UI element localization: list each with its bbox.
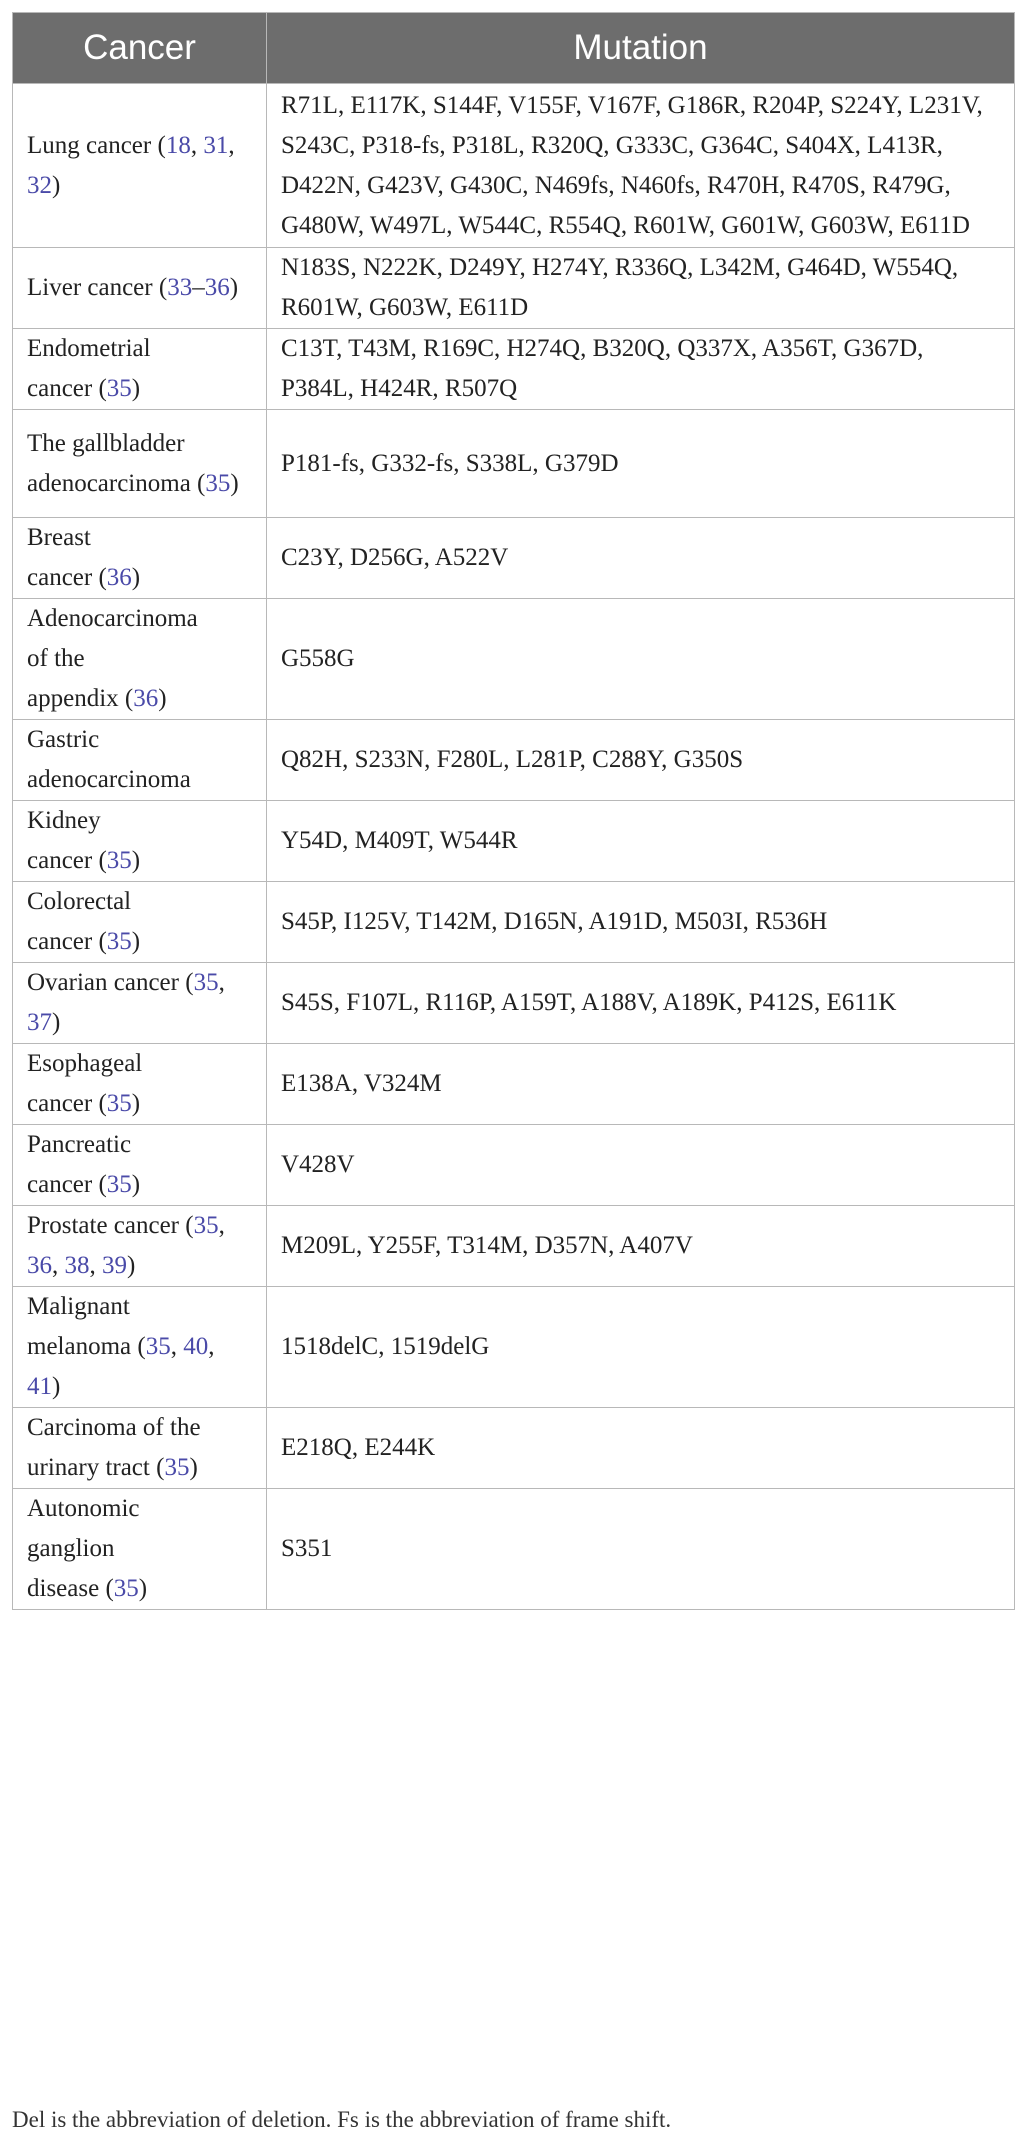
reference-link[interactable]: 36 [133, 685, 159, 712]
cancer-cell: Lung cancer (18, 31, 32) [13, 84, 267, 248]
reference-link[interactable]: 18 [165, 131, 191, 159]
reference-link[interactable]: 37 [27, 1009, 52, 1036]
cancer-name: Ovarian cancer [27, 969, 179, 996]
mutation-cell: N183S, N222K, D249Y, H274Y, R336Q, L342M, G464D, W554Q, R601W, G603W, E611D [267, 248, 1015, 329]
cancer-cell: Pancreatic cancer (35) [13, 1125, 267, 1206]
reference-link[interactable]: 38 [64, 1252, 90, 1279]
table-row [13, 1125, 1015, 1206]
table-row [13, 1044, 1015, 1125]
reference-link[interactable]: 39 [102, 1252, 127, 1279]
cancer-name: Liver cancer [27, 274, 153, 301]
reference-link[interactable]: 36 [204, 274, 230, 301]
mutation-column-header: Mutation [267, 13, 1015, 84]
cancer-name: The gallbladder adenocarcinoma [27, 429, 191, 497]
table-row [13, 248, 1015, 329]
mutation-cell: Y54D, M409T, W544R [267, 801, 1015, 882]
mutation-cell: G558G [267, 599, 1015, 720]
reference-link[interactable]: 35 [106, 375, 132, 402]
reference-link[interactable]: 35 [113, 1575, 139, 1602]
cancer-cell: Malignant melanoma (35, 40, 41) [13, 1287, 267, 1408]
table-row [13, 1408, 1015, 1489]
table-row [13, 1287, 1015, 1408]
table-row [13, 1206, 1015, 1287]
table-row [13, 882, 1015, 963]
mutation-cell: E138A, V324M [267, 1044, 1015, 1125]
cancer-cell [13, 720, 267, 801]
cancer-name: Endometrial cancer [27, 335, 151, 402]
reference-link[interactable]: 35 [145, 1333, 171, 1360]
table-row [13, 1489, 1015, 1610]
mutation-cell: C13T, T43M, R169C, H274Q, B320Q, Q337X, A356T, G367D, P384L, H424R, R507Q [267, 329, 1015, 410]
reference-link[interactable]: 36 [106, 564, 132, 591]
cancer-cell: Adenocarcinoma of the appendix (36) [13, 599, 267, 720]
mutation-cell: S45S, F107L, R116P, A159T, A188V, A189K, P412S, E611K [267, 963, 1015, 1044]
reference-link[interactable]: 35 [106, 928, 132, 955]
mutation-cell: S351 [267, 1489, 1015, 1610]
cancer-cell: Carcinoma of the urinary tract (35) [13, 1408, 267, 1489]
table-row [13, 518, 1015, 599]
table-row [13, 963, 1015, 1044]
reference-link[interactable]: 35 [164, 1454, 190, 1481]
cancer-column-header: Cancer [13, 13, 267, 84]
cancer-name: Carcinoma of the urinary tract [27, 1414, 201, 1481]
cancer-cell: Ovarian cancer (35, 37) [13, 963, 267, 1044]
reference-link[interactable]: 40 [183, 1333, 209, 1360]
mutation-cell: R71L, E117K, S144F, V155F, V167F, G186R, R204P, S224Y, L231V, S243C, P318-fs, P318L, R320Q, G333C, G364C, S404X, L413R, D422N, G423V, G430C, N469fs, N460fs, R470H, R470S, R479G, G480W, W497L, W544C, R554Q, R601W, G601W, G603W, E611D [267, 84, 1015, 248]
reference-link[interactable]: 32 [27, 171, 52, 199]
mutation-cell: E218Q, E244K [267, 1408, 1015, 1489]
cancer-name: Kidney cancer [27, 807, 101, 874]
mutation-cell: C23Y, D256G, A522V [267, 518, 1015, 599]
reference-link[interactable]: 31 [203, 131, 229, 159]
reference-link[interactable]: 35 [193, 969, 219, 996]
reference-link[interactable]: 35 [193, 1212, 219, 1239]
cancer-cell: Liver cancer (33–36) [13, 248, 267, 329]
cancer-name: Adenocarcinoma of the appendix [27, 605, 198, 712]
table-row [13, 599, 1015, 720]
cancer-cell: Kidney cancer (35) [13, 801, 267, 882]
mutation-cell: Q82H, S233N, F280L, L281P, C288Y, G350S [267, 720, 1015, 801]
reference-link[interactable]: 41 [27, 1373, 52, 1400]
mutation-cell: S45P, I125V, T142M, D165N, A191D, M503I, R536H [267, 882, 1015, 963]
mutation-table-container [12, 12, 1014, 1610]
table-footnote: Del is the abbreviation of deletion. Fs is the abbreviation of frame shift. [12, 2107, 672, 2132]
reference-link[interactable]: 35 [106, 1090, 132, 1117]
table-row [13, 720, 1015, 801]
table-row [13, 329, 1015, 410]
cancer-cell: Prostate cancer (35, 36, 38, 39) [13, 1206, 267, 1287]
cancer-name: Autonomic ganglion disease [27, 1495, 140, 1602]
cancer-cell: Esophageal cancer (35) [13, 1044, 267, 1125]
cancer-name: Prostate cancer [27, 1212, 180, 1239]
table-row [13, 410, 1015, 518]
cancer-cell: Colorectal cancer (35) [13, 882, 267, 963]
cancer-name: Esophageal cancer [27, 1050, 143, 1117]
reference-link[interactable]: 35 [106, 847, 132, 874]
cancer-cell: Endometrial cancer (35) [13, 329, 267, 410]
cancer-name: Breast cancer [27, 524, 93, 591]
table-body [13, 84, 1015, 1610]
table-row [13, 801, 1015, 882]
cancer-cell: Autonomic ganglion disease (35) [13, 1489, 267, 1610]
cancer-name: Lung cancer [27, 131, 152, 159]
reference-link[interactable]: 35 [106, 1171, 132, 1198]
cancer-mutation-table [12, 12, 1015, 1610]
mutation-cell: P181-fs, G332-fs, S338L, G379D [267, 410, 1015, 518]
reference-link[interactable]: 33 [167, 274, 193, 301]
cancer-name: Gastric adenocarcinoma [27, 726, 191, 793]
reference-link[interactable]: 35 [205, 469, 231, 497]
cancer-name: Colorectal cancer [27, 888, 132, 955]
table-row [13, 84, 1015, 248]
mutation-cell: M209L, Y255F, T314M, D357N, A407V [267, 1206, 1015, 1287]
cancer-name: Pancreatic cancer [27, 1131, 132, 1198]
cancer-cell: Breast cancer (36) [13, 518, 267, 599]
header-row [13, 13, 1015, 84]
mutation-cell: 1518delC, 1519delG [267, 1287, 1015, 1408]
reference-link[interactable]: 36 [27, 1252, 52, 1279]
cancer-name: Malignant melanoma [27, 1293, 132, 1360]
mutation-cell: V428V [267, 1125, 1015, 1206]
cancer-cell: The gallbladder adenocarcinoma (35) [13, 410, 267, 518]
